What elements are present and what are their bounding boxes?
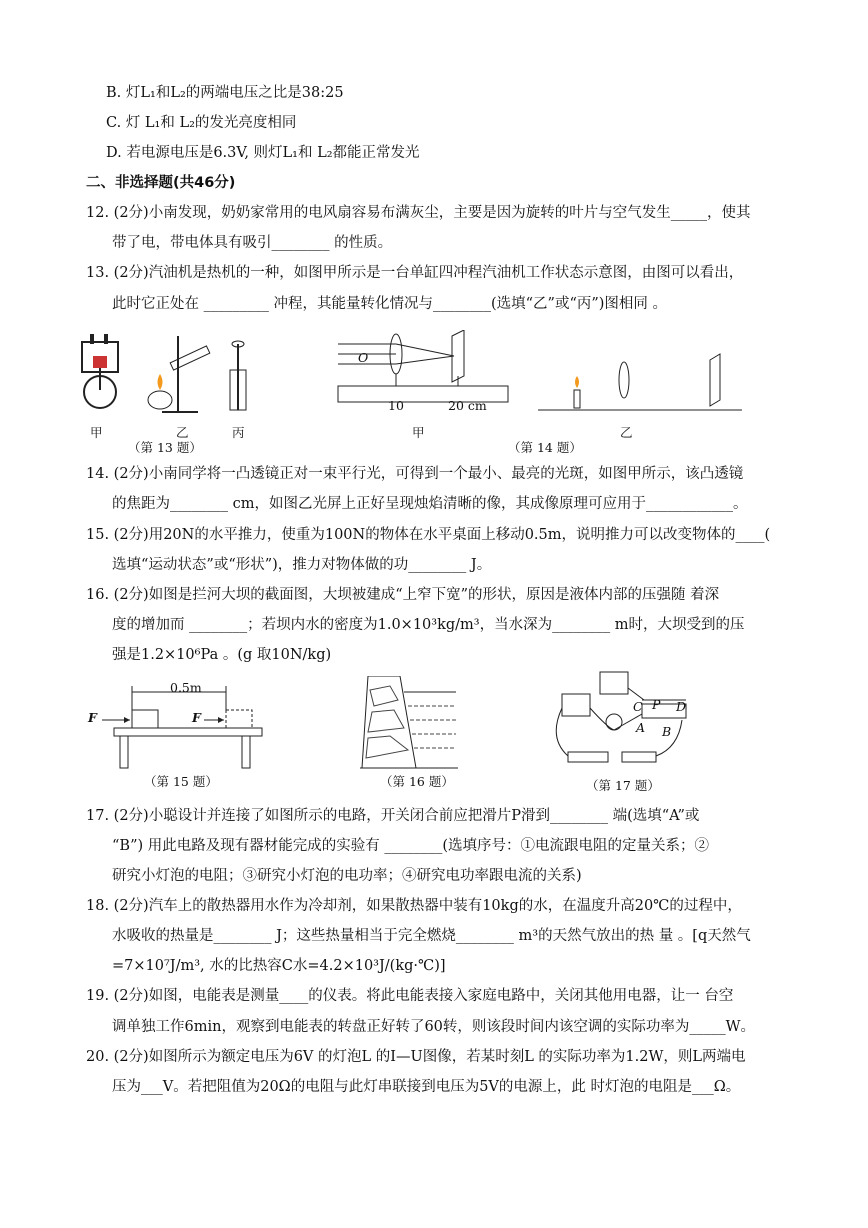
fig17-label-a: A: [636, 720, 646, 735]
fig15-force-2: F: [192, 710, 201, 725]
q14-line2: 的焦距为________ cm，如图乙光屏上正好呈现烛焰清晰的像，其成像原理可应用于____________。: [112, 496, 748, 512]
figure-13: [78, 330, 258, 425]
q14-line1: 14. (2分)小南同学将一凸透镜正对一束平行光，可得到一个最小、最亮的光斑，如图甲所示，该凸透镜: [86, 466, 744, 482]
q19-line1: 19. (2分)如图，电能表是测量____的仪表。将此电能表接入家庭电路中，关闭其他用电器，让一 台空: [86, 988, 734, 1004]
option-c: C. 灯 L₁和 L₂的发光亮度相同: [106, 115, 297, 131]
fig15-force-1: F: [88, 710, 97, 725]
q20-line1: 20. (2分)如图所示为额定电压为6V 的灯泡L 的I—U图像，若某时刻L 的实际功率为1.2W，则L两端电: [86, 1049, 746, 1065]
fig17-caption: （第 17 题）: [586, 778, 660, 793]
fig14-mark-10: 10: [388, 398, 404, 413]
fig13-label-yi: 乙: [176, 425, 189, 440]
q20-line2: 压为___V。若把阻值为20Ω的电阻与此灯串联接到电压为5V的电源上，此 时灯泡的电阻是___Ω。: [112, 1079, 741, 1095]
q12-line1: 12. (2分)小南发现，奶奶家常用的电风扇容易布满灰尘，主要是因为旋转的叶片与空气发生_____，使其: [86, 205, 751, 221]
q17-line3: 研究小灯泡的电阻；③研究小灯泡的电功率；④研究电功率跟电流的关系): [112, 868, 582, 884]
figure-14-jia: [336, 330, 516, 420]
q17-line1: 17. (2分)小聪设计并连接了如图所示的电路，开关闭合前应把滑片P滑到________ 端(选填“A”或: [86, 808, 700, 824]
fig17-label-b: B: [662, 724, 672, 739]
fig16-caption: （第 16 题）: [380, 774, 454, 789]
fig17-label-p: P: [652, 697, 661, 712]
figure-14-yi: [538, 350, 748, 415]
figure-16: [360, 676, 460, 772]
fig14-o-label: O: [358, 350, 369, 365]
q13-line2: 此时它正处在 _________ 冲程，其能量转化情况与________(选填“乙”或“丙”)图相同 。: [112, 296, 668, 312]
q16-line1: 16. (2分)如图是拦河大坝的截面图，大坝被建成“上窄下宽”的形状，原因是液体内部的压强随 着深: [86, 587, 720, 603]
fig13-label-jia: 甲: [90, 425, 103, 440]
q18-line1: 18. (2分)汽车上的散热器用水作为冷却剂，如果散热器中装有10kg的水，在温度升高20℃的过程中，: [86, 898, 742, 914]
fig13-label-bing: 丙: [232, 425, 245, 440]
fig14-mark-20: 20 cm: [448, 398, 487, 413]
q16-line3: 强是1.2×10⁶Pa 。(g 取10N/kg): [112, 647, 332, 663]
q16-line2: 度的增加而 ________；若坝内水的密度为1.0×10³kg/m³，当水深为________ m时，大坝受到的压: [112, 617, 745, 633]
fig13-caption: （第 13 题）: [128, 440, 202, 455]
q18-line3: =7×10⁷J/m³, 水的比热容C水=4.2×10³J/(kg·℃)]: [112, 958, 446, 974]
q13-line1: 13. (2分)汽油机是热机的一种，如图甲所示是一台单缸四冲程汽油机工作状态示意图，由图可以看出，: [86, 265, 744, 281]
fig14-label-yi: 乙: [620, 425, 633, 440]
fig17-label-d: D: [676, 699, 687, 714]
option-b: B. 灯L₁和L₂的两端电压之比是38:25: [106, 85, 344, 101]
fig15-distance: 0.5m: [170, 680, 202, 695]
q12-line2: 带了电，带电体具有吸引________ 的性质。: [112, 235, 393, 251]
fig17-label-c: C: [633, 699, 643, 714]
section-heading: 二、非选择题(共46分): [86, 175, 236, 191]
q17-line2: “B”) 用此电路及现有器材能完成的实验有 ________(选填序号：①电流跟电阻的定量关系；②: [112, 838, 710, 854]
figure-17: [548, 668, 698, 768]
option-d: D. 若电源电压是6.3V, 则灯L₁和 L₂都能正常发光: [106, 145, 420, 161]
q19-line2: 调单独工作6min，观察到电能表的转盘正好转了60转，则该段时间内该空调的实际功率为_____W。: [112, 1019, 756, 1035]
fig14-label-jia: 甲: [412, 425, 425, 440]
q15-line2: 选填“运动状态”或“形状”)，推力对物体做的功________ J。: [112, 557, 492, 573]
q18-line2: 水吸收的热量是________ J；这些热量相当于完全燃烧________ m³的天然气放出的热 量 。[q天然气: [112, 928, 751, 944]
fig14-caption: （第 14 题）: [508, 440, 582, 455]
q15-line1: 15. (2分)用20N的水平推力，使重为100N的物体在水平桌面上移动0.5m，说明推力可以改变物体的____(: [86, 527, 771, 543]
fig15-caption: （第 15 题）: [144, 774, 218, 789]
